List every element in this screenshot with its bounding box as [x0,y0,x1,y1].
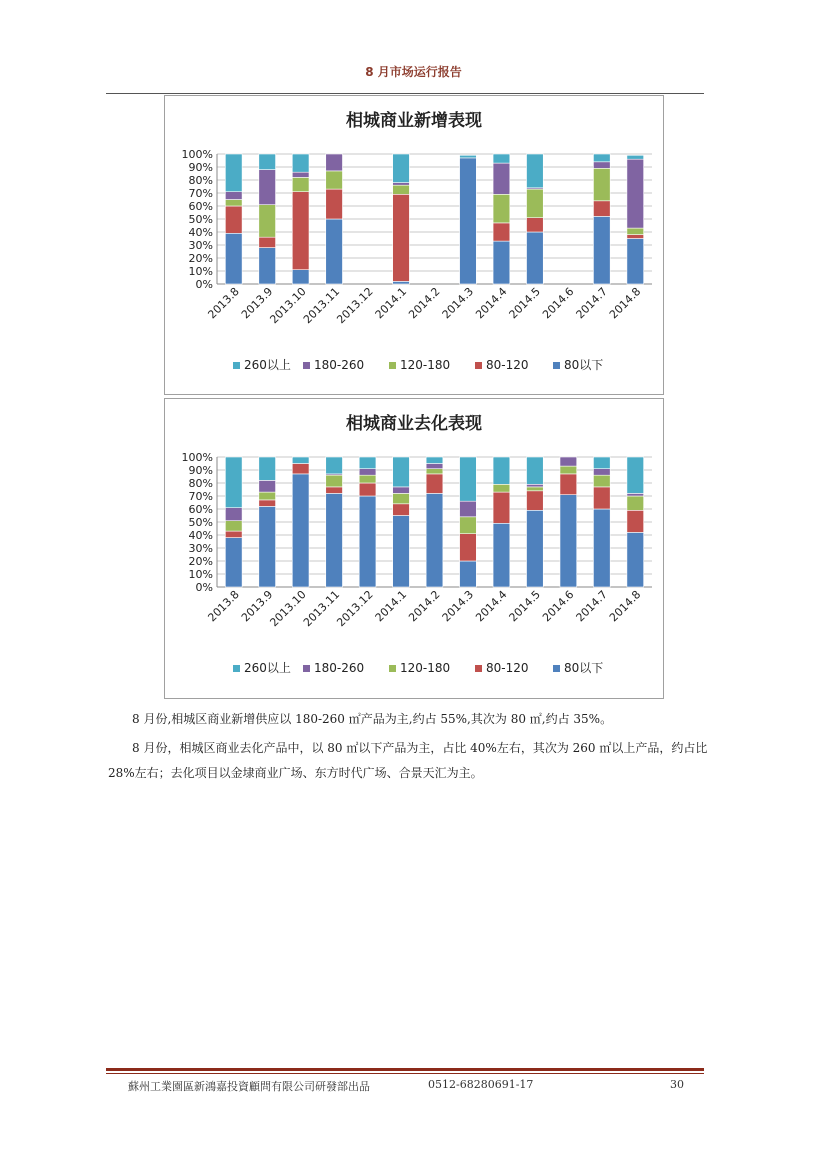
x-tick-label: 2013.9 [238,284,276,322]
bar-segment [593,487,610,509]
bar-segment [527,491,544,511]
x-tick-label: 2014.2 [406,587,443,625]
bar-segment [259,170,276,205]
bar-segment [292,177,309,191]
bar-segment [292,457,309,464]
y-tick-label: 70% [188,187,213,200]
x-tick-label: 2014.5 [506,587,544,625]
legend-label: 80以下 [564,358,604,372]
chart-title: 相城商业新增表现 [346,111,482,131]
legend-label: 80以下 [564,661,604,675]
bar-segment [460,158,477,284]
y-tick-label: 80% [188,477,213,490]
bar-segment [460,561,477,587]
x-tick-label: 2013.11 [300,587,343,630]
x-tick-label: 2014.8 [606,284,644,322]
bar-segment [393,504,410,516]
bar-segment [627,532,644,587]
footer-company: 蘇州工業園區新鴻嘉投資顧問有限公司研發部出品 [128,1080,370,1093]
y-tick-label: 50% [188,516,213,529]
bar-segment [527,218,544,232]
bar-segment [326,171,343,189]
bar-segment [393,457,410,487]
bar-segment [225,457,242,508]
report-header-title: 8 月市场运行报告 [365,65,462,79]
bar-segment [326,475,343,487]
legend-swatch [553,362,560,369]
bar-segment [426,457,443,464]
bar-segment [493,457,510,484]
legend-label: 180-260 [314,358,365,372]
x-tick-label: 2013.10 [267,284,309,327]
legend-label: 180-260 [314,661,365,675]
sales-chart [164,398,664,699]
bar-segment [493,223,510,241]
x-tick-label: 2014.3 [439,587,477,625]
y-tick-label: 30% [188,239,213,252]
bar-segment [426,464,443,469]
bar-segment [259,500,276,507]
bar-segment [259,457,276,480]
legend-label: 80-120 [486,358,529,372]
x-tick-label: 2014.7 [573,284,610,322]
bar-segment [460,457,477,501]
bar-segment [259,506,276,587]
y-tick-label: 20% [188,252,213,265]
y-tick-label: 40% [188,226,213,239]
chart-title: 相城商业去化表现 [346,414,482,434]
footer-divider-thick [106,1068,704,1071]
bar-segment [627,510,644,532]
bar-segment [627,496,644,510]
bar-segment [460,534,477,561]
bar-segment [460,517,477,534]
bar-segment [225,521,242,531]
bar-segment [359,457,376,469]
page-number: 30 [670,1078,684,1091]
bar-segment [527,510,544,587]
x-tick-label: 2014.8 [606,587,644,625]
bar-segment [426,469,443,474]
bar-segment [225,531,242,538]
bar-segment [593,469,610,476]
x-tick-label: 2014.1 [372,284,410,322]
legend-swatch [389,665,396,672]
bar-segment [593,457,610,469]
bar-segment [292,270,309,284]
y-tick-label: 80% [188,174,213,187]
y-tick-label: 100% [181,148,213,161]
bar-segment [393,154,410,183]
bar-segment [292,192,309,270]
bar-segment [460,501,477,517]
bar-segment [493,484,510,492]
y-tick-label: 40% [188,529,213,542]
bar-segment [627,235,644,239]
x-tick-label: 2014.4 [473,587,510,625]
bar-segment [593,216,610,284]
bar-segment [493,163,510,194]
bar-segment [225,233,242,284]
y-tick-label: 60% [188,200,213,213]
x-tick-label: 2014.1 [372,587,410,625]
y-tick-label: 10% [188,568,213,581]
bar-segment [593,168,610,201]
bar-segment [560,457,577,466]
footer-phone: 0512-68280691-17 [428,1078,534,1091]
bar-segment [292,474,309,587]
x-tick-label: 2014.6 [540,284,577,322]
x-tick-label: 2013.8 [205,587,242,625]
y-tick-label: 70% [188,490,213,503]
bar-segment [225,200,242,207]
x-tick-label: 2013.8 [205,284,242,322]
bar-segment [627,159,644,228]
header-divider [106,93,704,94]
x-tick-label: 2013.12 [334,587,376,630]
bar-segment [359,475,376,483]
x-tick-label: 2014.3 [439,284,477,322]
x-tick-label: 2013.9 [238,587,276,625]
bar-segment [627,228,644,235]
paragraph-new-supply: 8 月份,相城区商业新增供应以 180-260 ㎡产品为主,约占 55%,其次为 80 ㎡,约占 35%。 [132,712,613,726]
paragraph-sales: 8 月份，相城区商业去化产品中，以 80 ㎡以下产品为主，占比 40%左右，其次为 260 ㎡以上产品，约占比 28%左右；去化项目以金埭商业广场、东方时代广场、合景天汇为主。 [108,741,708,780]
legend-swatch [233,665,240,672]
bar-segment [493,241,510,284]
bar-segment [593,162,610,169]
y-tick-label: 0% [195,278,213,291]
legend-label: 120-180 [400,358,451,372]
x-tick-label: 2014.7 [573,587,610,625]
y-tick-label: 100% [181,451,213,464]
bar-segment [225,508,242,521]
bar-segment [292,464,309,474]
y-tick-label: 0% [195,581,213,594]
y-tick-label: 10% [188,265,213,278]
legend-swatch [475,665,482,672]
legend-swatch [553,665,560,672]
bar-segment [225,154,242,192]
bar-segment [493,523,510,587]
bar-segment [393,185,410,194]
bar-segment [393,194,410,281]
bar-segment [627,457,644,493]
bar-segment [393,281,410,284]
x-tick-label: 2013.12 [334,284,376,327]
bar-segment [393,487,410,494]
bar-segment [393,516,410,588]
bar-segment [527,484,544,487]
bar-segment [326,189,343,219]
bar-segment [527,232,544,284]
bar-segment [292,172,309,177]
bar-segment [627,239,644,285]
bar-segment [259,205,276,238]
bar-segment [627,493,644,496]
bar-segment [560,466,577,474]
bar-segment [593,509,610,587]
footer-divider-thin [106,1073,704,1074]
bar-segment [460,155,477,158]
new-supply-chart-svg [165,96,663,394]
legend-label: 260以上 [244,358,291,372]
bar-segment [560,495,577,587]
bar-segment [493,194,510,223]
bar-segment [593,201,610,217]
bar-segment [225,206,242,233]
bar-segment [326,493,343,587]
legend-label: 120-180 [400,661,451,675]
bar-segment [560,474,577,495]
bar-segment [326,219,343,284]
bar-segment [393,183,410,186]
bar-segment [527,189,544,218]
bar-segment [259,154,276,170]
bar-segment [393,493,410,503]
bar-segment [326,154,343,171]
x-tick-label: 2014.4 [473,284,510,322]
x-tick-label: 2014.2 [406,284,443,322]
bar-segment [326,487,343,494]
legend-swatch [233,362,240,369]
bar-segment [359,483,376,496]
bar-segment [225,538,242,587]
bar-segment [259,480,276,492]
new-supply-chart [164,95,664,395]
legend-label: 260以上 [244,661,291,675]
bar-segment [493,154,510,163]
legend-label: 80-120 [486,661,529,675]
bar-segment [493,492,510,523]
legend-swatch [303,362,310,369]
x-tick-label: 2014.5 [506,284,544,322]
bar-segment [225,192,242,200]
bar-segment [527,487,544,491]
legend-swatch [303,665,310,672]
bar-segment [527,154,544,188]
bar-segment [292,154,309,172]
bar-segment [593,154,610,162]
y-tick-label: 90% [188,464,213,477]
bar-segment [259,492,276,500]
legend-swatch [389,362,396,369]
x-tick-label: 2013.11 [300,284,343,327]
bar-segment [527,457,544,484]
y-tick-label: 30% [188,542,213,555]
y-tick-label: 20% [188,555,213,568]
bar-segment [359,496,376,587]
y-tick-label: 50% [188,213,213,226]
y-tick-label: 60% [188,503,213,516]
bar-segment [426,493,443,587]
bar-segment [359,469,376,476]
bar-segment [259,237,276,247]
x-tick-label: 2013.10 [267,587,309,630]
sales-chart-svg [165,399,663,698]
bar-segment [426,474,443,494]
legend-swatch [475,362,482,369]
bar-segment [627,155,644,159]
bar-segment [593,475,610,487]
y-tick-label: 90% [188,161,213,174]
x-tick-label: 2014.6 [540,587,577,625]
bar-segment [326,457,343,474]
bar-segment [259,248,276,284]
